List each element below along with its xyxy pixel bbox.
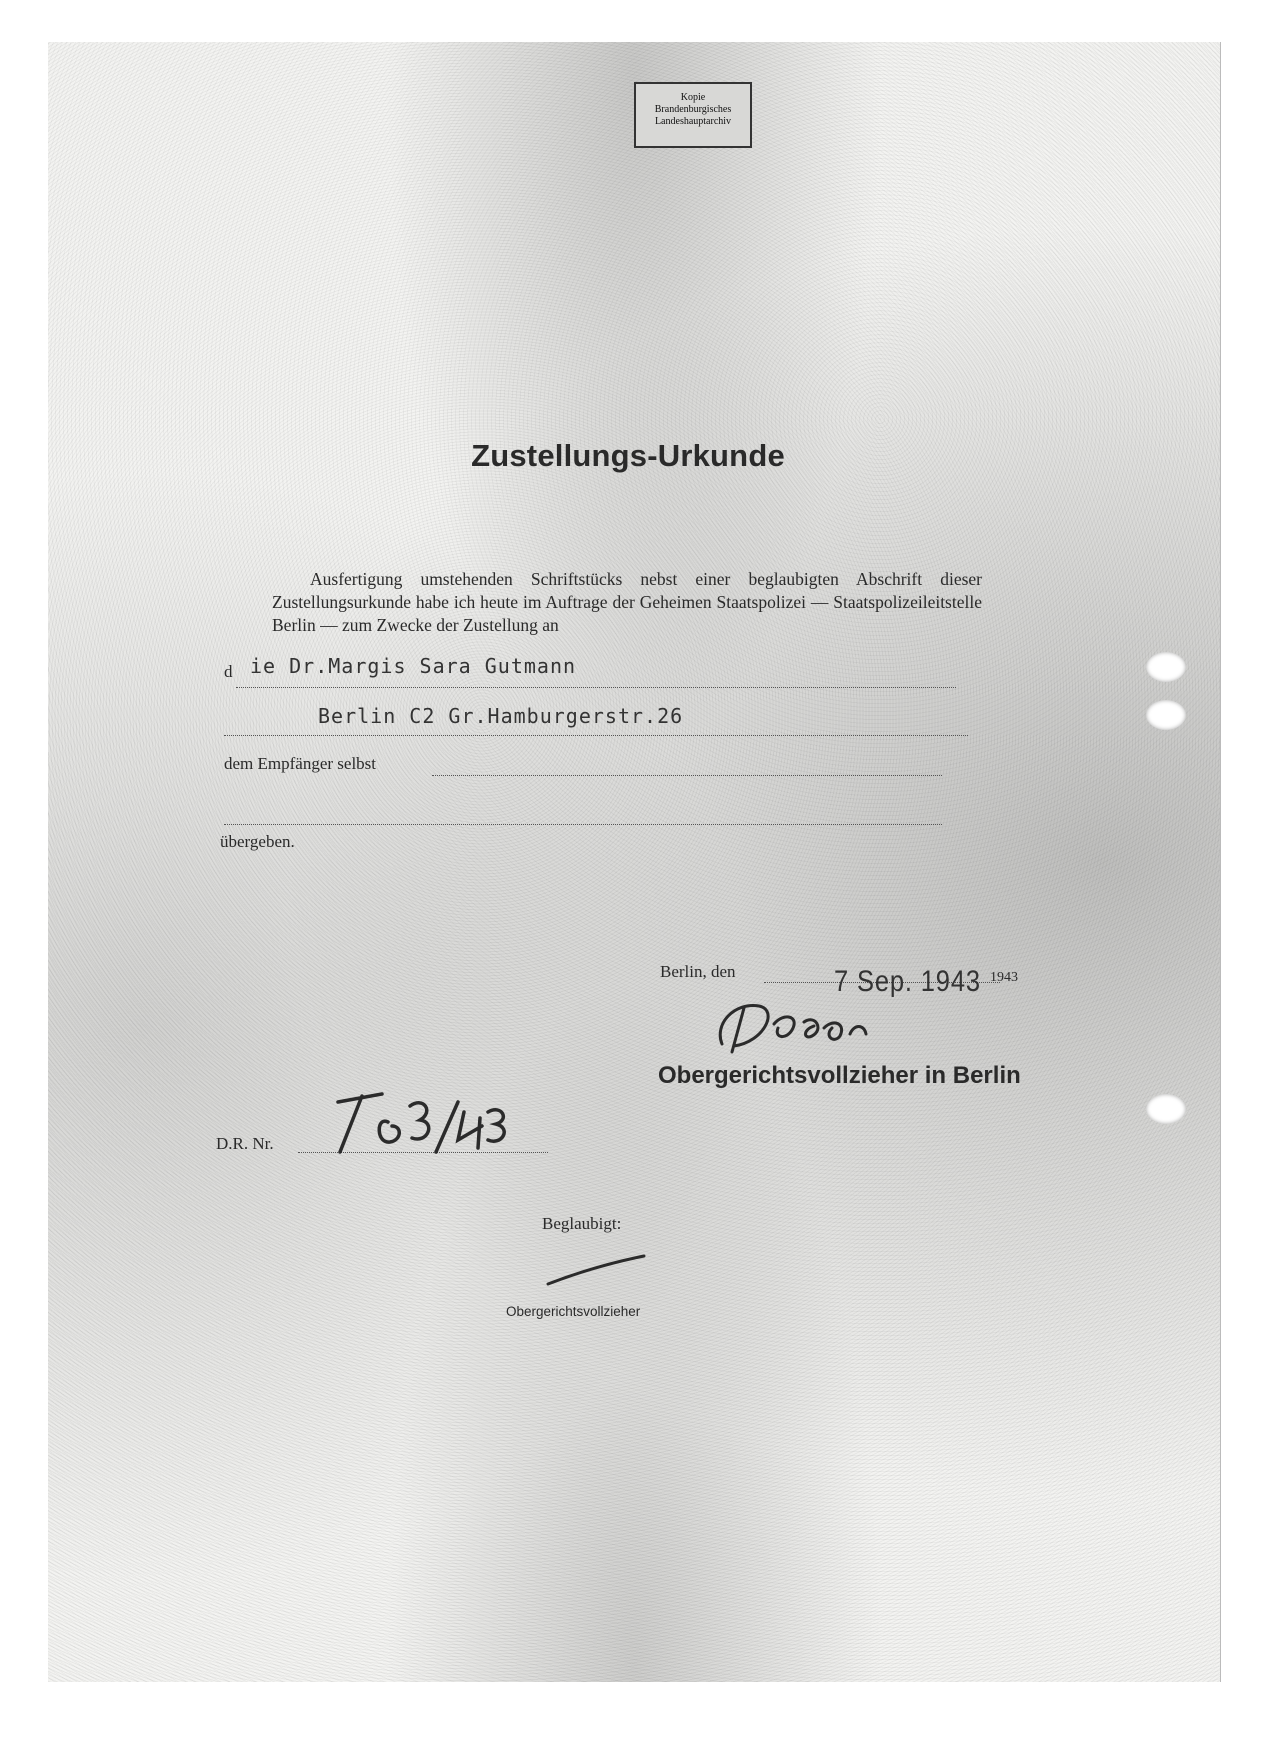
dr-number-label: D.R. Nr. (216, 1134, 274, 1153)
place-label: Berlin, den (660, 962, 736, 981)
empfaenger-label: dem Empfänger selbst (224, 754, 377, 773)
empfaenger-line (432, 775, 942, 776)
archive-stamp (634, 82, 752, 148)
signature-handwritten (704, 994, 904, 1064)
blank-line (224, 824, 942, 825)
recipient-name: ie Dr.Margis Sara Gutmann (250, 654, 577, 678)
office-title: Obergerichtsvollzieher in Berlin (658, 1062, 1021, 1089)
punch-hole-bottom (1146, 1094, 1186, 1124)
certified-initials (544, 1252, 654, 1292)
punch-hole-top (1146, 652, 1186, 682)
stamp-line-1: Kopie (680, 92, 706, 103)
address-line (224, 735, 968, 736)
stamp-line-2: Brandenburgisches (654, 104, 732, 115)
date-stamp: 7 Sep. 1943 (834, 965, 981, 998)
body-paragraph (272, 568, 982, 637)
document-page (48, 42, 1221, 1682)
certified-label: Beglaubigt: (542, 1214, 622, 1233)
body-paragraph-text: Ausfertigung umstehenden Schriftstücks nebst einer beglaubigten Abschrift dieser Zustellungsurkunde habe ich heute im Auftrage der Geheimen Staatspolizei — Staatspolizeileitstelle Berlin — zum Zwecke der Zustellung an (272, 569, 982, 635)
stamp-line-3: Landeshauptarchiv (654, 116, 732, 127)
recipient-line (236, 687, 956, 688)
document-title: Zustellungs-Urkunde (471, 438, 785, 473)
dr-number-handwritten (318, 1082, 518, 1162)
year-printed: 1943 (990, 970, 1018, 985)
certified-title: Obergerichtsvollzieher (506, 1304, 641, 1319)
punch-hole-middle (1146, 700, 1186, 730)
recipient-address: Berlin C2 Gr.Hamburgerstr.26 (318, 704, 684, 728)
uebergeben-label: übergeben. (220, 832, 295, 851)
recipient-prefix: d (224, 662, 233, 681)
